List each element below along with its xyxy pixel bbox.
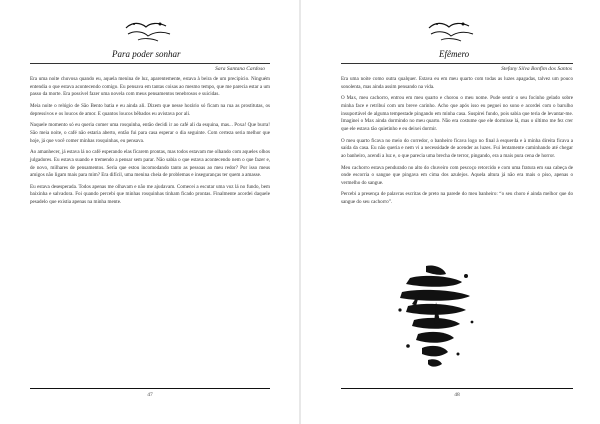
author-name: Sara Santana Cardoso <box>215 66 265 72</box>
paragraph: Eu estava desesperada. Todos apenas me olhavam e não me ajudavam. Comecei a escutar uma voz lá no fundo, bem baixinha e salvadora. Foi quando percebi que minhas rosquinhas tinham ficado prontas. Finalmente acordei daquele pesadelo que existia apenas na minha mente. <box>30 183 270 206</box>
paragraph: Era uma noite chuvosa quando eu, aquela menina de luz, aparentemente, estava à beira de um precipício. Ninguém entendia o que estava acontecendo comigo. Eu pensava em tantas coisas ao mesmo tempo, que me parecia estar a um passo da morte. Era possível fazer uma novela com meus pensamentos tenebrosos e suicidas. <box>30 76 270 98</box>
ink-splatter-illustration <box>396 262 476 372</box>
page-number: 47 <box>147 392 153 398</box>
paragraph: Percebi a presença de palavras escritas de preto na parede do meu banheiro: “o seu choro é ainda melhor que do sangue do seu cachorro”. <box>341 191 573 206</box>
paragraph: Naquele momento só eu queria comer uma rosquinha, então decidi ir ao café ali da esquina, mas... Poxa! Que burra! São meia noite, o café não estaria aberto, então fui para casa esperar o dia seguinte. Com certeza seria melhor que hoje, já que você comer minhas rosquinhas, eu pensava. <box>30 122 270 144</box>
footer-rule <box>341 388 573 389</box>
header-rule <box>30 63 270 64</box>
author-name: Stefany Silva Bonfim dos Santos <box>501 66 572 72</box>
right-page <box>301 0 600 424</box>
section-title: Para poder sonhar <box>112 49 181 59</box>
paragraph: O Max, meu cachorro, entrou em meu quarto e chorou o meu nome. Pude sentir o seu focinho gelado sobre minha face e retribuí com um breve carinho. Acho que após isso eu peguei no sono e acordei com o barulho insuportável de alguma tempestade pingando em minha casa. Suspirei fundo, pois sabia que teria de levantar-me. Imaginei o Max ainda dormindo no meu quarto. Não era costume que ele dormisse lá, mas o último me fez crer que ele estava tão quietinho e eu deixei dormir. <box>341 95 573 132</box>
footer-rule <box>30 388 270 389</box>
left-page <box>0 0 299 424</box>
story-body <box>30 76 270 211</box>
page-number: 48 <box>454 392 460 398</box>
header-rule <box>341 63 573 64</box>
paragraph: Meia noite o relógio de São Bento batia e eu ainda ali. Dizem que nesse horário só ficam na rua as prostitutas, os depressivos e os loucos de amor. E quantos loucos bêbados eu avistava por ali. <box>30 102 270 117</box>
section-title: Efêmero <box>439 49 470 59</box>
paragraph: Ao amanhecer, já estava lá no café esperando elas ficarem prontas, mas todos estavam me olhando com aqueles olhos julgadores. Eu estava suando e tremendo a pensar sem parar. Não sabia o que estava acontecendo nem o que fazer e, de novo, milhares de pensamentos. Seria que estou incomodando tanto as pessoas ao meu redor? Por isso meus amigos não ligam mais para mim? Era difícil, uma menina cheia de problemas e inseguranças ter quem a amasse. <box>30 149 270 179</box>
paragraph: Meu cachorro estava pendurado no alto do chuveiro com pescoço retorcido e com uma fratura em sua cabeça de onde escorria o sangue que pingava em cima dos azulejos. Aquela altura já não era mais o piso, apenas o vermelho do sangue. <box>341 164 573 186</box>
paragraph: O meu quarto ficava no meio do corredor, o banheiro ficava logo no final à esquerda e à minha direita ficava a saída da casa. Eu não queria e nem vi a necessidade de acender as luzes. Fui lentamente caminhando até chegar ao banheiro, acendi a luz e, o que parecia uma brecha de terror, pingando, era a mais pura cena de horror. <box>341 137 573 159</box>
paragraph: Era uma noite como outra qualquer. Estava eu em meu quarto com todas as luzes apagadas, talvez um pouco sonolenta, mas ainda assim pensando na vida. <box>341 76 573 90</box>
story-body <box>341 76 573 211</box>
